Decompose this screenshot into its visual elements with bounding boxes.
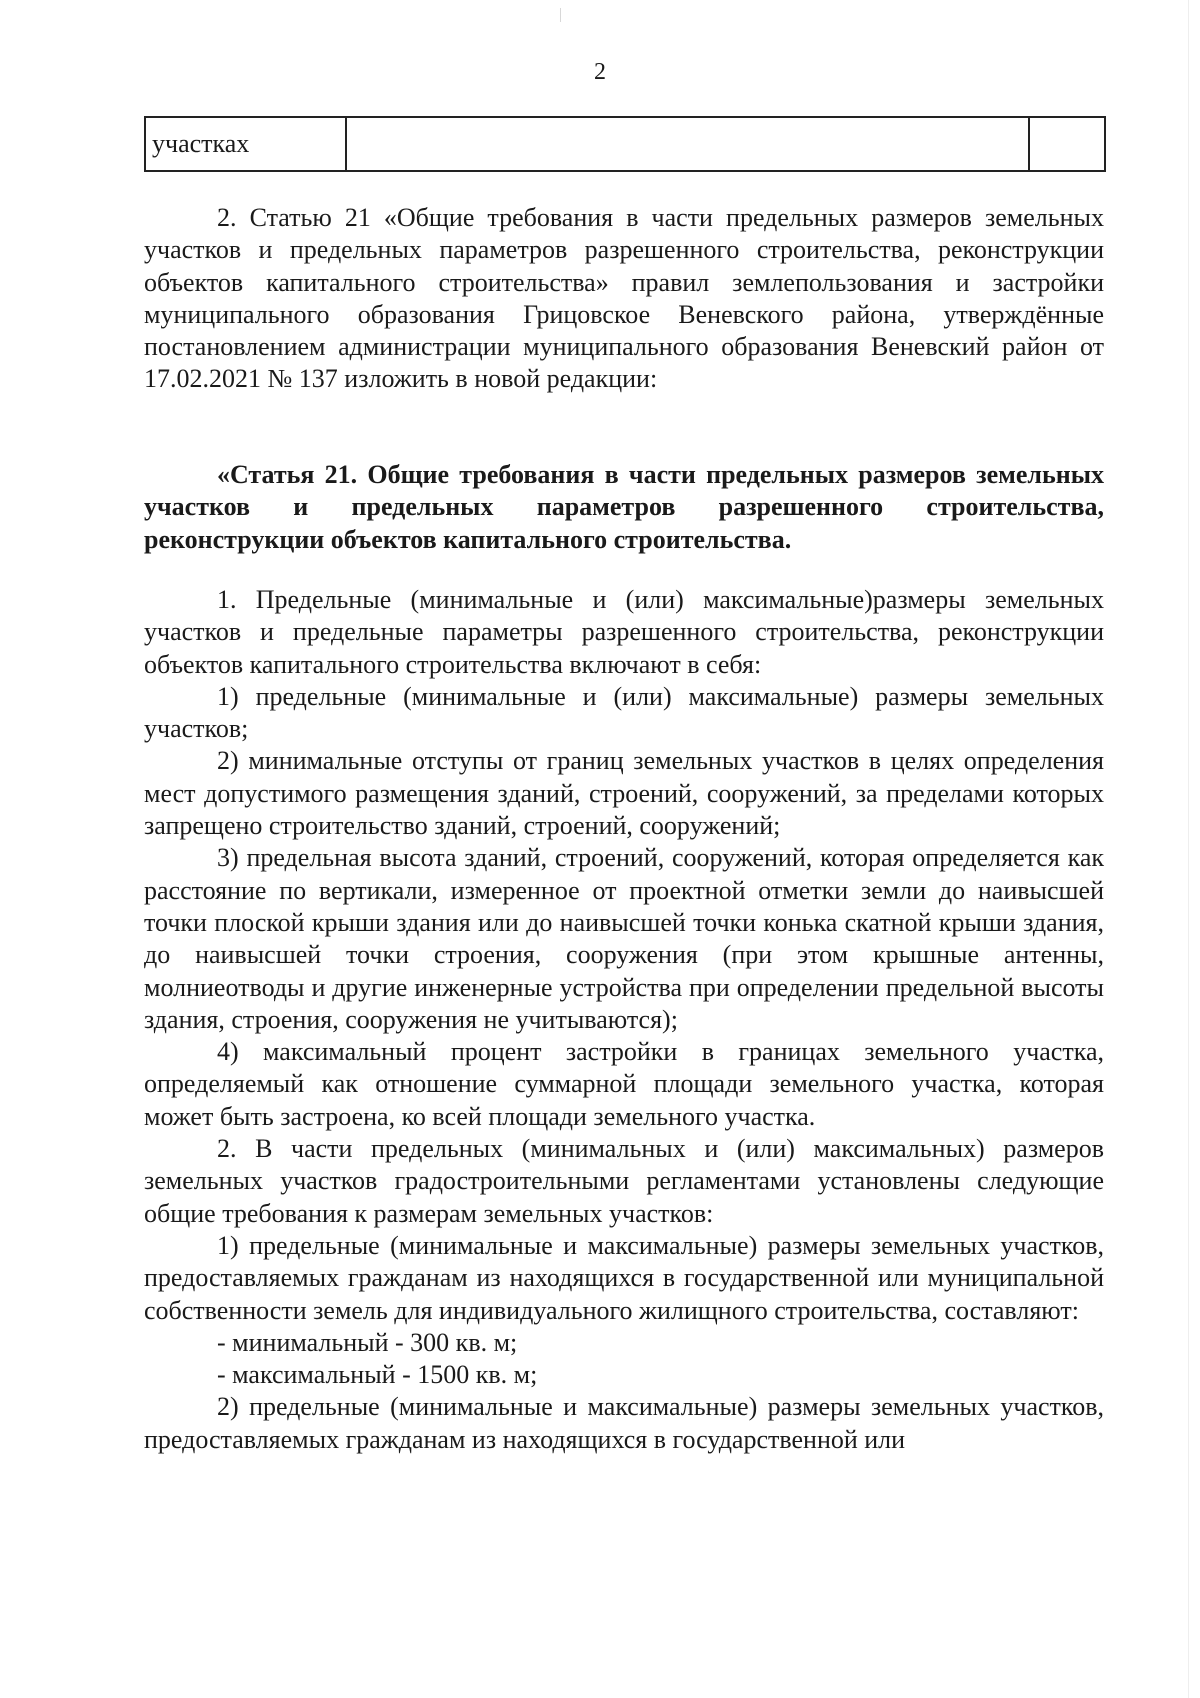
- amendment-paragraph: 2. Статью 21 «Общие требования в части предельных размеров земельных участков и предельных параметров разрешенного строительства, реконструкции объектов капитального строительства» правил землепользования и застройки муниципального образования Грицовское Веневского района, утверждённые постановлением администрации муниципального образования Веневский район от 17.02.2021 № 137 изложить в новой редакции:: [144, 203, 1104, 394]
- article-heading: «Статья 21. Общие требования в части предельных размеров земельных участков и предельных параметров разрешенного строительства, реконструкции объектов капитального строительства.: [144, 460, 1104, 554]
- continued-table-row: [144, 116, 1106, 172]
- article-heading-section: [144, 459, 1104, 556]
- paragraph: - минимальный - 300 кв. м;: [217, 1327, 518, 1357]
- scan-edge: [1188, 0, 1189, 1698]
- table-cell-description: [346, 117, 1029, 171]
- article-body: [144, 584, 1104, 1456]
- paragraph: 2. В части предельных (минимальных и (или) максимальных) размеров земельных участков градостроительными регламентами установлены следующие общие требования к размерам земельных участков:: [144, 1134, 1104, 1228]
- scan-artifact: [560, 8, 561, 22]
- paragraph: 2) предельные (минимальные и максимальные) размеры земельных участков, предоставляемых гражданам из находящихся в государственной или: [144, 1392, 1104, 1454]
- paragraph: - максимальный - 1500 кв. м;: [217, 1360, 538, 1390]
- amendment-section: [144, 202, 1104, 396]
- table-cell-category: участках: [145, 117, 346, 171]
- paragraph: 1. Предельные (минимальные и (или) максимальные)размеры земельных участков и предельные параметры разрешенного строительства, реконструкции объектов капитального строительства включают в себя:: [144, 585, 1104, 679]
- table-row: [145, 117, 1105, 171]
- paragraph: 1) предельные (минимальные и максимальные) размеры земельных участков, предоставляемых гражданам из находящихся в государственной или муниципальной собственности земель для индивидуального жилищного строительства, составляют:: [144, 1230, 1104, 1325]
- paragraph: 3) предельная высота зданий, строений, сооружений, которая определяется как расстояние по вертикали, измеренное от проектной отметки земли до наивысшей точки плоской крыши здания или до наивысшей точки конька скатной крыши здания, до наивысшей точки строения, сооружения (при этом крышные антенны, молниеотводы и другие инженерные устройства при определении предельной высоты здания, строения, сооружения не учитываются);: [144, 843, 1104, 1034]
- table-cell-code: [1029, 117, 1105, 171]
- paragraph: 2) минимальные отступы от границ земельных участков в целях определения мест допустимого размещения зданий, строений, сооружений, за пределами которых запрещено строительство зданий, строений, сооружений;: [144, 746, 1104, 841]
- page-number: 2: [594, 59, 606, 85]
- paragraph: 1) предельные (минимальные и (или) максимальные) размеры земельных участков;: [144, 681, 1104, 744]
- paragraph: 4) максимальный процент застройки в границах земельного участка, определяемый как отношение суммарной площади земельного участка, которая может быть застроена, ко всей площади земельного участка.: [144, 1037, 1104, 1131]
